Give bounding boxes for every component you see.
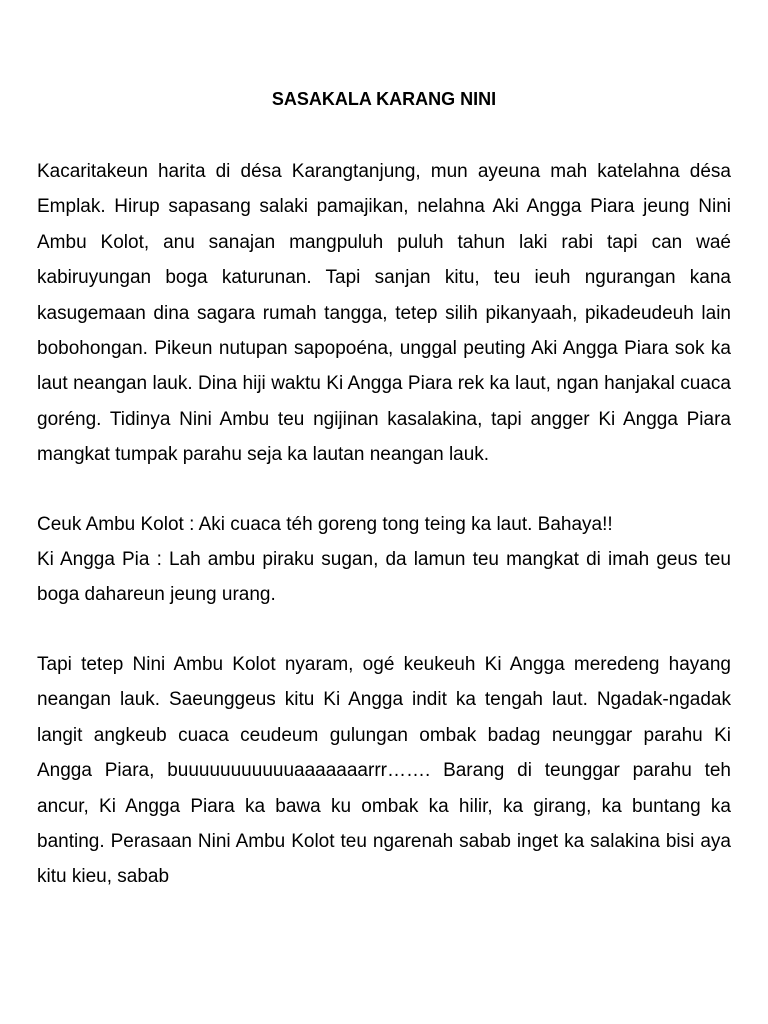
- paragraph-intro: Kacaritakeun harita di désa Karangtanjung, mun ayeuna mah katelahna désa Emplak. Hirup sapasang salaki pamajikan, nelahna Aki Angga Piara jeung Nini Ambu Kolot, anu sanajan mangpuluh puluh tahun laki rabi tapi can waé kabiruyungan boga katurunan. Tapi sanjan kitu, teu ieuh ngurangan kana kasugemaan dina sagara rumah tangga, tetep silih pikanyaah, pikadeudeuh lain bobohongan. Pikeun nutupan sapopoéna, unggal peuting Aki Angga Piara sok ka laut neangan lauk. Dina hiji waktu Ki Angga Piara rek ka laut, ngan hanjakal cuaca goréng. Tidinya Nini Ambu teu ngijinan kasalakina, tapi angger Ki Angga Piara mangkat tumpak parahu seja ka lautan neangan lauk.: [37, 161, 731, 466]
- document-title: SASAKALA KARANG NINI: [271, 89, 497, 109]
- document-page: [37, 84, 731, 895]
- paragraph-spacer: [37, 613, 731, 647]
- dialog-line-ki-angga: Ki Angga Pia : Lah ambu piraku sugan, da lamun teu mangkat di imah geus teu boga dahareun jeung urang.: [37, 549, 731, 606]
- paragraph-spacer: [37, 473, 731, 507]
- paragraph-closing: Tapi tetep Nini Ambu Kolot nyaram, ogé keukeuh Ki Angga meredeng hayang neangan lauk. Saeunggeus kitu Ki Angga indit ka tengah laut. Ngadak-ngadak langit angkeub cuaca ceudeum gulungan ombak badag neunggar parahu Ki Angga Piara, buuuuuuuuuuuaaaaaaarrr……. Barang di teunggar parahu teh ancur, Ki Angga Piara ka bawa ku ombak ka hilir, ka girang, ka buntang ka banting. Perasaan Nini Ambu Kolot teu ngarenah sabab inget ka salakina bisi aya kitu kieu, sabab: [37, 653, 731, 888]
- dialog-line-ambu-kolot: Ceuk Ambu Kolot : Aki cuaca téh goreng tong teing ka laut. Bahaya!!: [37, 513, 613, 535]
